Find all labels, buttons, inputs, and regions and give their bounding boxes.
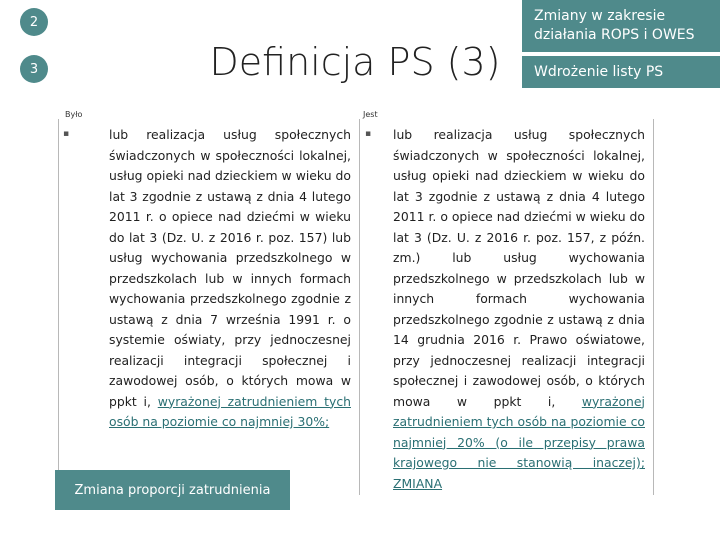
step-3-number: 3 (29, 61, 39, 77)
footer-change-label (55, 470, 290, 510)
column-label-after: Jest (363, 110, 378, 119)
step-2-number: 2 (29, 14, 39, 30)
column-before-highlight: wyrażonej zatrudnieniem tych osób na poziomie co najmniej 30%; (109, 393, 351, 429)
bullet-icon: ▪ (365, 129, 372, 139)
column-label-before: Było (65, 110, 83, 119)
column-after-body: lub realizacja usług społecznych świadczonych w społeczności lokalnej, usług opieki nad dzieckiem w wieku do lat 3 zgodnie z ustawą z dnia 4 lutego 2011 r. o opiece nad dziećmi w wieku do lat 3 (Dz. U. z 2016 r. poz. 157, z późn. zm.) lub usług wychowania przedszkolnego w przedszkolach lub w innych formach wychowania przedszkolnego zgodnie z ustawą z dnia 14 grudnia 2016 r. Prawo oświatowe, przy jednoczesnej realizacji integracji społecznej i zawodowej osób, o których mowa w ppkt i, (393, 127, 645, 409)
badge-rops-owes[interactable] (522, 0, 720, 52)
column-before (58, 119, 360, 495)
step-3-circle[interactable] (20, 55, 48, 83)
badge-rops-owes-label: Zmiany w zakresie działania ROPS i OWES (534, 8, 695, 43)
bullet-icon: ▪ (63, 129, 70, 139)
page-title: Definicja PS (3) (209, 40, 501, 84)
badge-ps-list[interactable] (522, 56, 720, 88)
step-2-circle[interactable] (20, 8, 48, 36)
column-after-text (393, 125, 645, 494)
column-before-text (109, 125, 351, 433)
column-before-body: lub realizacja usług społecznych świadczonych w społeczności lokalnej, usług opieki nad dzieckiem w wieku do lat 3 zgodnie z ustawą z dnia 4 lutego 2011 r. o opiece nad dziećmi w wieku do lat 3 (Dz. U. z 2016 r. poz. 157) lub usług wychowania przedszkolnego w przedszkolach lub w innych formach wychowania przedszkolnego zgodnie z ustawą z dnia 7 września 1991 r. o systemie oświaty, przy jednoczesnej realizacji integracji społecznej i zawodowej osób, o których mowa w ppkt i, (109, 127, 351, 409)
column-after (360, 119, 654, 495)
column-after-highlight: wyrażonej zatrudnieniem tych osób na poziomie co najmniej 20% (o ile przepisy prawa krajowego nie stanowią inaczej); ZMIANA (393, 393, 645, 491)
footer-change-text: Zmiana proporcji zatrudnienia (74, 482, 271, 498)
badge-ps-list-label: Wdrożenie listy PS (534, 64, 664, 80)
